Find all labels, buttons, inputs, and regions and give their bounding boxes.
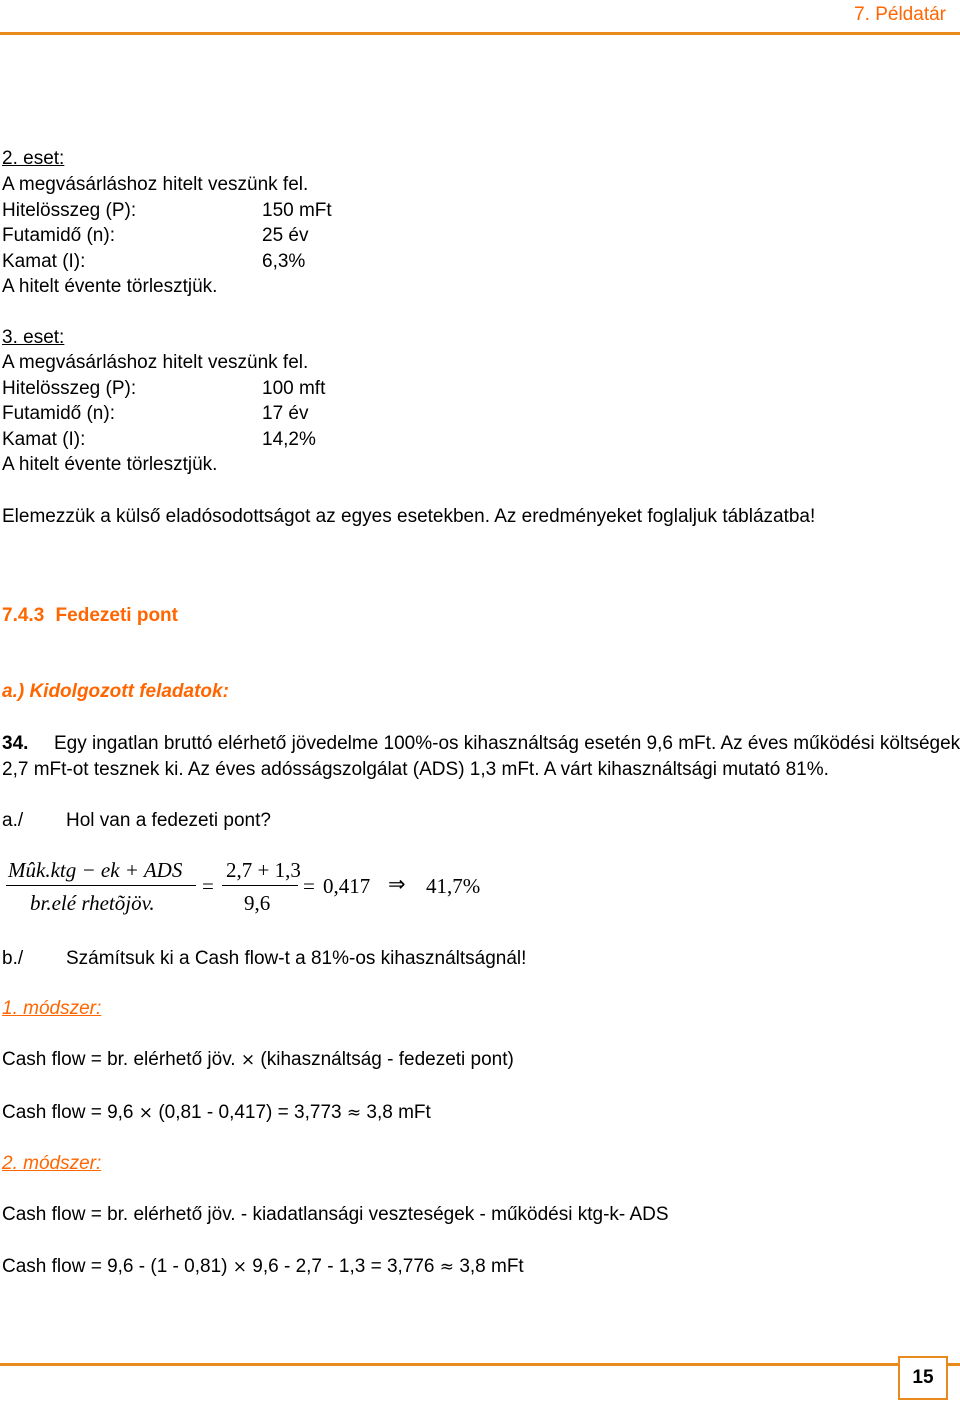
formula-equals-2: = [303, 874, 315, 898]
case2-note: A hitelt évente törlesztjük. [2, 276, 218, 297]
subheading: a.) Kidolgozott feladatok: [2, 681, 229, 702]
formula-denominator-2: 9,6 [244, 891, 271, 915]
case3-note: A hitelt évente törlesztjük. [2, 454, 218, 475]
case3-intro: A megvásárláshoz hitelt veszünk fel. [2, 352, 309, 373]
method1-line2-post: 3,8 mFt [366, 1102, 431, 1123]
case2-value-principal: 150 mFt [262, 200, 332, 221]
case2-title: 2. eset: [2, 148, 65, 169]
formula-numerator-1: Mûk.ktg − ek + ADS [8, 858, 183, 882]
instruction-text: Elemezzük a külső eladósodottságot az egyes esetekben. Az eredményeket foglaljuk táblázatba! [2, 506, 816, 527]
formula-equals-1: = [202, 874, 214, 898]
section-number: 7.4.3 [2, 605, 45, 626]
method1-line-2 [2, 1103, 431, 1122]
case2-label-rate: Kamat (I): [2, 251, 86, 272]
method2-line2-mid: 9,6 - 2,7 - 1,3 = 3,776 [252, 1256, 435, 1277]
part-b-label: b./ [2, 948, 24, 969]
case2-label-principal: Hitelösszeg (P): [2, 200, 137, 221]
problem-number: 34. [2, 733, 29, 754]
case3-value-term: 17 év [262, 403, 309, 424]
part-b-question: Számítsuk ki a Cash flow-t a 81%-os kihasználtságnál! [66, 948, 527, 969]
approx-icon: ≈ [439, 1257, 455, 1277]
formula-percent: 41,7% [426, 874, 481, 898]
formula-result: 0,417 [323, 874, 371, 898]
method2-line-2 [2, 1257, 524, 1276]
header-rule [0, 32, 960, 35]
method2-line-1: Cash flow = br. elérhető jöv. - kiadatlansági veszteségek - működési ktg-k- ADS [2, 1204, 669, 1225]
case2-intro: A megvásárláshoz hitelt veszünk fel. [2, 174, 309, 195]
implies-arrow-icon: ⇒ [388, 872, 406, 896]
times-icon: × [232, 1257, 247, 1277]
fraction-bar-1 [6, 885, 196, 886]
times-icon: × [240, 1050, 256, 1070]
section-title: Fedezeti pont [55, 605, 178, 626]
method2-line2-pre: Cash flow = 9,6 - (1 - 0,81) [2, 1256, 228, 1277]
fraction-bar-2 [222, 885, 298, 886]
method1-line-1 [2, 1050, 514, 1069]
method1-line2-mid: (0,81 - 0,417) = 3,773 [158, 1102, 342, 1123]
formula-numerator-2: 2,7 + 1,3 [226, 858, 301, 882]
method1-line1-pre: Cash flow = br. elérhető jöv. [2, 1049, 236, 1070]
problem-line-1: Egy ingatlan bruttó elérhető jövedelme 100%-os kihasználtság esetén 9,6 mFt. Az éves működési költségek [54, 733, 960, 754]
method1-line2-pre: Cash flow = 9,6 [2, 1102, 134, 1123]
problem-line-2: 2,7 mFt-ot tesznek ki. Az éves adósságszolgálat (ADS) 1,3 mFt. A várt kihasználtsági mutató 81%. [2, 759, 829, 780]
formula-denominator-1: br.elé rhetõjöv. [30, 891, 155, 915]
case2-value-rate: 6,3% [262, 251, 306, 272]
case3-label-term: Futamidő (n): [2, 403, 115, 424]
method1-title: 1. módszer: [2, 998, 102, 1019]
part-a-label: a./ [2, 810, 24, 831]
times-icon: × [138, 1103, 154, 1123]
case3-title: 3. eset: [2, 327, 65, 348]
case2-label-term: Futamidő (n): [2, 225, 115, 246]
page-number: 15 [912, 1367, 934, 1388]
case3-value-principal: 100 mft [262, 378, 326, 399]
footer-rule [0, 1363, 960, 1366]
part-a-question: Hol van a fedezeti pont? [66, 810, 271, 831]
method2-line2-post: 3,8 mFt [459, 1256, 524, 1277]
case3-value-rate: 14,2% [262, 429, 316, 450]
case3-label-principal: Hitelösszeg (P): [2, 378, 137, 399]
approx-icon: ≈ [346, 1103, 362, 1123]
case3-label-rate: Kamat (I): [2, 429, 86, 450]
section-heading [2, 606, 178, 625]
method2-title: 2. módszer: [2, 1153, 102, 1174]
header-title: 7. Példatár [854, 4, 946, 25]
page-number-box [898, 1356, 948, 1400]
method1-line1-post: (kihasználtság - fedezeti pont) [260, 1049, 514, 1070]
case2-value-term: 25 év [262, 225, 309, 246]
